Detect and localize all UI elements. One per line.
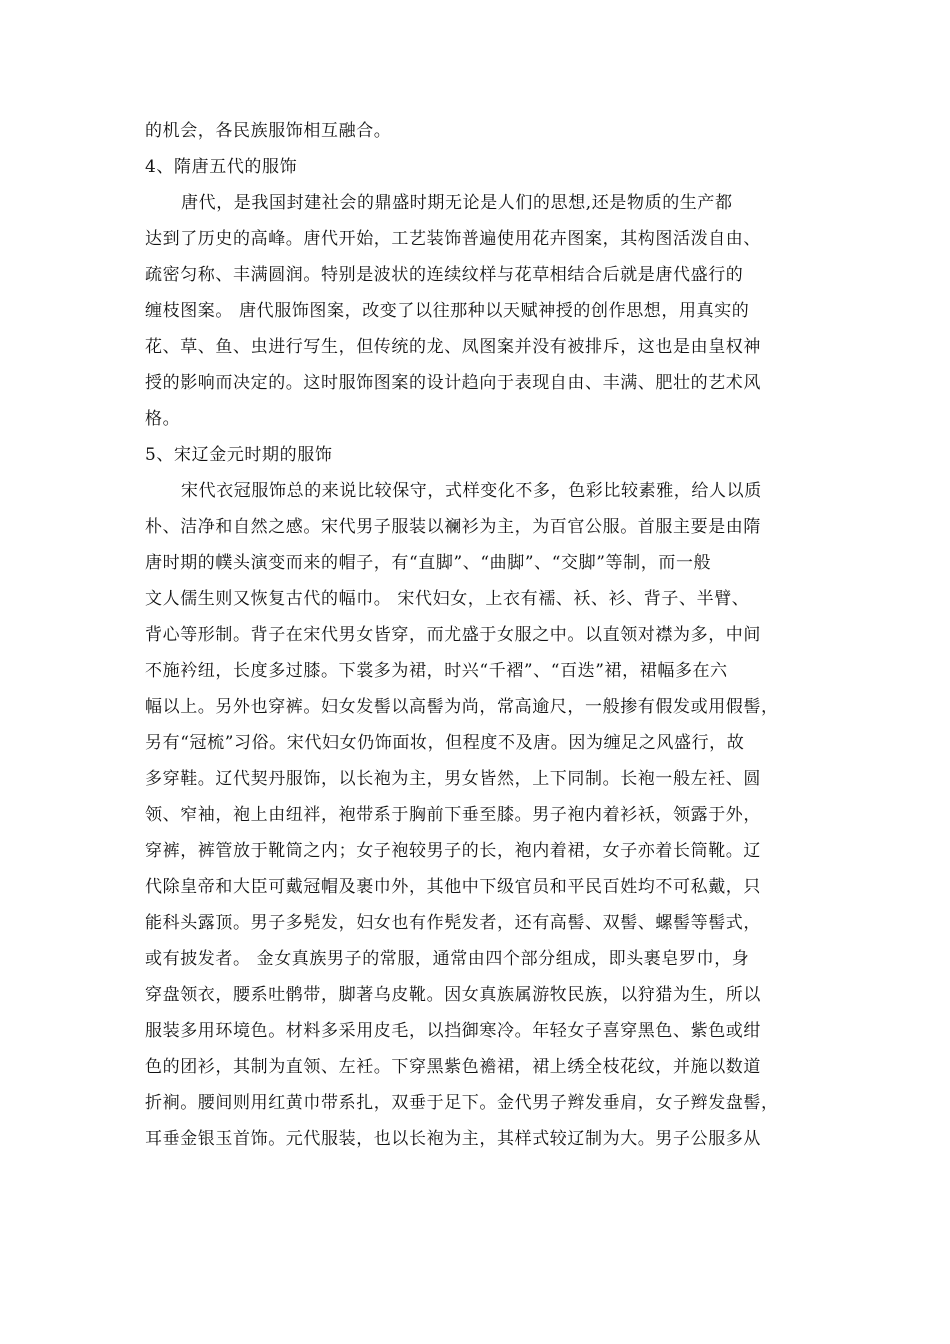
text-line: 缠枝图案。 唐代服饰图案，改变了以往那种以天赋神授的创作思想，用真实的 [145, 301, 750, 321]
text-line: 背心等形制。背子在宋代男女皆穿，而尤盛于女服之中。以直领对襟为多，中间 [145, 625, 761, 645]
text-line: 达到了历史的高峰。唐代开始，工艺装饰普遍使用花卉图案，其构图活泼自由、 [145, 229, 761, 249]
text-line: 或有披发者。 金女真族男子的常服，通常由四个部分组成，即头裹皂罗巾，身 [145, 949, 750, 969]
text-line: 唐时期的幞头演变而来的帽子，有“直脚”、“曲脚”、“交脚”等制，而一般 [145, 553, 712, 573]
text-line: 色的团衫，其制为直领、左衽。下穿黑紫色襜裙，裙上绣全枝花纹，并施以数道 [145, 1057, 761, 1077]
text-line: 穿裤，裤管放于靴筒之内；女子袍较男子的长，袍内着裙，女子亦着长筒靴。辽 [145, 841, 761, 861]
text-line: 领、窄袖，袍上由纽袢，袍带系于胸前下垂至膝。男子袍内着衫袄，领露于外， [145, 805, 761, 825]
text-line: 5、宋辽金元时期的服饰 [145, 445, 333, 465]
text-line: 穿盘领衣，腰系吐鹘带，脚著乌皮靴。因女真族属游牧民族，以狩猎为生，所以 [145, 985, 761, 1005]
text-line: 代除皇帝和大臣可戴冠帽及裹巾外，其他中下级官员和平民百姓均不可私戴，只 [145, 877, 761, 897]
text-line: 宋代衣冠服饰总的来说比较保守，式样变化不多，色彩比较素雅，给人以质 [181, 481, 762, 501]
text-line: 耳垂金银玉首饰。元代服装，也以长袍为主，其样式较辽制为大。男子公服多从 [145, 1129, 761, 1149]
text-line: 朴、洁净和自然之感。宋代男子服装以襕衫为主，为百官公服。首服主要是由隋 [145, 517, 761, 537]
text-line: 折裥。腰间则用红黄巾带系扎，双垂于足下。金代男子辫发垂肩，女子辫发盘髻， [145, 1093, 779, 1113]
text-line: 多穿鞋。辽代契丹服饰，以长袍为主，男女皆然，上下同制。长袍一般左衽、圆 [145, 769, 761, 789]
text-line: 服装多用环境色。材料多采用皮毛，以挡御寒冷。年轻女子喜穿黑色、紫色或绀 [145, 1021, 761, 1041]
text-line: 唐代，是我国封建社会的鼎盛时期无论是人们的思想,还是物质的生产都 [181, 193, 733, 213]
text-line: 授的影响而决定的。这时服饰图案的设计趋向于表现自由、丰满、肥壮的艺术风 [145, 373, 761, 393]
text-line: 格。 [145, 409, 181, 429]
text-line: 4、隋唐五代的服饰 [145, 157, 298, 177]
text-line: 另有“冠梳”习俗。宋代妇女仍饰面妆，但程度不及唐。因为缠足之风盛行，故 [145, 733, 745, 753]
text-line: 疏密匀称、丰满圆润。特别是波状的连续纹样与花草相结合后就是唐代盛行的 [145, 265, 744, 285]
text-line: 文人儒生则又恢复古代的幅巾。 宋代妇女，上衣有襦、袄、衫、背子、半臂、 [145, 589, 750, 609]
text-line: 的机会，各民族服饰相互融合。 [145, 121, 392, 141]
text-line: 幅以上。另外也穿裤。妇女发髻以高髻为尚，常高逾尺，一般掺有假发或用假髻， [145, 697, 779, 717]
text-line: 能科头露顶。男子多髡发，妇女也有作髡发者，还有高髻、双髻、螺髻等髻式， [145, 913, 761, 933]
text-line: 不施衿纽，长度多过膝。下裳多为裙，时兴“千褶”、“百迭”裙，裙幅多在六 [145, 661, 728, 681]
text-line: 花、草、鱼、虫进行写生，但传统的龙、凤图案并没有被排斥，这也是由皇权神 [145, 337, 761, 357]
document-body [145, 113, 825, 1157]
